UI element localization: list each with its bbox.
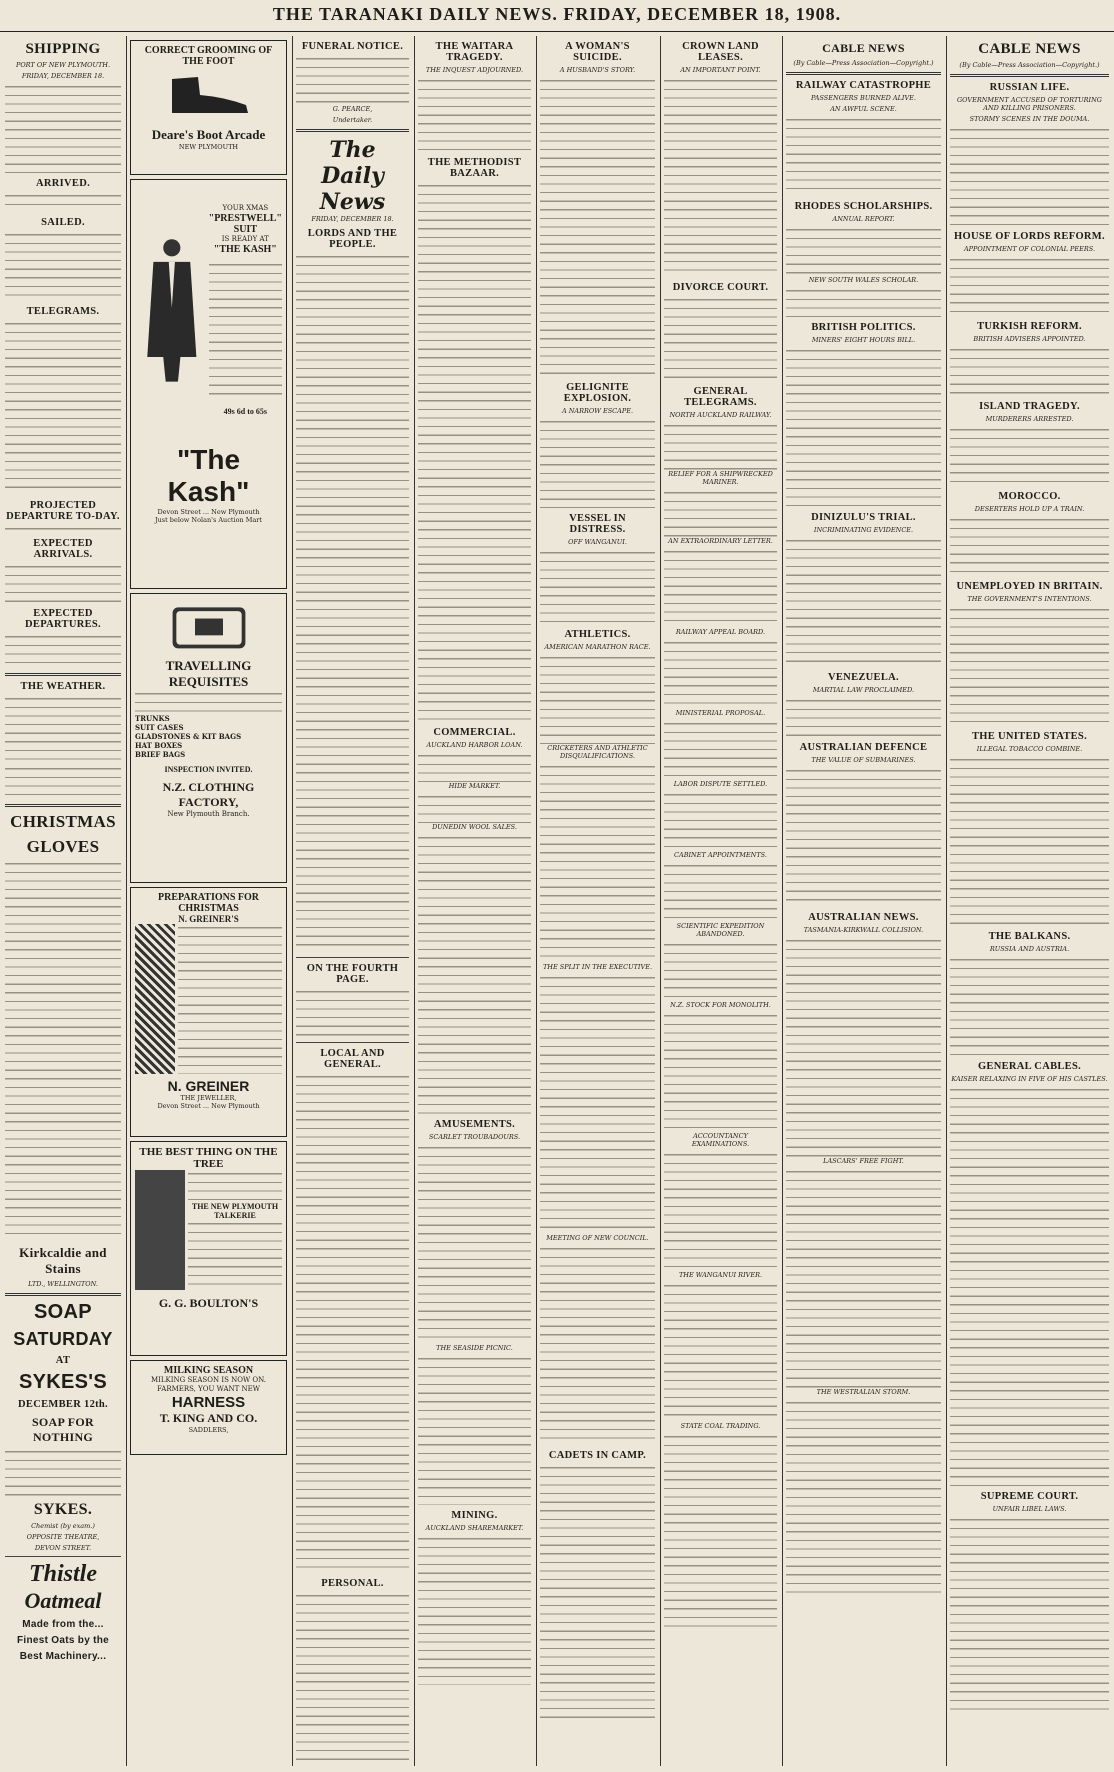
greiner-heading: N. GREINER'S <box>178 914 239 924</box>
inquest-subheading: THE INQUEST ADJOURNED. <box>425 66 524 74</box>
greiner-ad <box>130 887 287 1137</box>
evidence-subheading: INCRIMINATING EVIDENCE. <box>813 526 914 534</box>
christmas-gift-illustration <box>135 1170 185 1290</box>
trunks-item: TRUNKS <box>135 714 170 723</box>
cable-news-heading-a: CABLE NEWS <box>822 41 905 55</box>
russian-heading: RUSSIAN LIFE. <box>989 82 1070 93</box>
balkans-heading: THE BALKANS. <box>988 931 1071 942</box>
tasmania-subheading: TASMANIA-KIRKWALL COLLISION. <box>803 926 924 934</box>
aus-defence-heading: AUSTRALIAN DEFENCE <box>799 742 928 753</box>
port-heading: PORT OF NEW PLYMOUTH. <box>15 61 111 69</box>
jewellery-illustration <box>135 924 175 1074</box>
kash-prices: 49s 6d to 65s <box>223 407 267 416</box>
harness-ad <box>130 1360 287 1455</box>
coal-subheading: STATE COAL TRADING. <box>680 1422 761 1430</box>
douma-subheading: STORMY SCENES IN THE DOUMA. <box>969 115 1090 123</box>
thistle-line2: Finest Oats by the <box>16 1635 110 1646</box>
railway-catastrophe-heading: RAILWAY CATASTROPHE <box>795 80 932 91</box>
murderers-subheading: MURDERERS ARRESTED. <box>985 415 1074 423</box>
picnic-heading: THE SEASIDE PICNIC. <box>436 1344 513 1352</box>
ready-label: IS READY AT <box>221 235 269 243</box>
kaiser-subheading: KAISER RELAXING IN FIVE OF HIS CASTLES. <box>951 1075 1108 1083</box>
sailed-heading: SAILED. <box>41 217 85 228</box>
column-cable-b <box>946 36 1112 1766</box>
advisers-subheading: BRITISH ADVISERS APPOINTED. <box>973 335 1086 343</box>
weather-heading: THE WEATHER. <box>20 681 106 692</box>
travelling-heading: TRAVELLING REQUISITES <box>165 658 252 689</box>
passengers-subheading: PASSENGERS BURNED ALIVE. <box>811 94 916 102</box>
saturday-heading: SATURDAY <box>13 1329 113 1349</box>
cable-source-b: (By Cable—Press Association—Copyright.) <box>959 61 1100 69</box>
kash-banner: "The Kash" <box>167 444 250 507</box>
cable-source-a: (By Cable—Press Association—Copyright.) <box>793 59 934 67</box>
soap-for-nothing: SOAP FOR NOTHING <box>31 1415 95 1444</box>
sykes-date: DECEMBER 12th. <box>18 1399 108 1410</box>
kirkcaldie-name: Kirkcaldie and Stains <box>19 1245 107 1276</box>
greiner-name: N. GREINER <box>167 1078 250 1094</box>
kash-ad <box>130 179 287 589</box>
undertaker-name: G. PEARCE, <box>332 105 373 113</box>
kash-location: Just below Nolan's Auction Mart <box>155 516 262 524</box>
editorial-date: FRIDAY, DECEMBER 18. <box>311 215 394 223</box>
thistle-line3: Best Machinery... <box>19 1651 107 1662</box>
dinizulu-heading: DINIZULU'S TRIAL. <box>811 512 916 523</box>
amusements-heading: AMUSEMENTS. <box>433 1119 516 1130</box>
local-heading: LOCAL AND GENERAL. <box>320 1048 385 1070</box>
sykes-chemist: Chemist (by exam.) <box>31 1522 95 1530</box>
talkerie-name: THE NEW PLYMOUTH TALKERIE <box>191 1202 279 1220</box>
submarines-subheading: THE VALUE OF SUBMARINES. <box>811 756 916 764</box>
nz-factory-name: N.Z. CLOTHING FACTORY, <box>162 780 255 809</box>
accountancy-subheading: ACCOUNTANCY EXAMINATIONS. <box>691 1132 750 1148</box>
suicide-heading: A WOMAN'S SUICIDE. <box>565 41 630 63</box>
column-cable-a <box>782 36 944 1766</box>
rhodes-heading: RHODES SCHOLARSHIPS. <box>794 201 933 212</box>
narrow-escape-subheading: A NARROW ESCAPE. <box>561 407 634 415</box>
date-line: FRIDAY, DECEMBER 18. <box>21 72 105 80</box>
gladstones-item: GLADSTONES & KIT BAGS <box>135 732 242 741</box>
waitara-heading: THE WAITARA TRAGEDY. <box>435 41 514 63</box>
inspection-label: INSPECTION INVITED. <box>164 765 253 774</box>
tobacco-subheading: ILLEGAL TOBACCO COMBINE. <box>976 745 1083 753</box>
kash-label: "THE KASH" <box>213 244 277 255</box>
westralian-subheading: THE WESTRALIAN STORM. <box>816 1388 911 1396</box>
king-name: T. KING AND CO. <box>159 1411 258 1425</box>
council-subheading: MEETING OF NEW COUNCIL. <box>546 1234 649 1242</box>
soap-heading: SOAP <box>34 1301 92 1323</box>
divorce-heading: DIVORCE COURT. <box>672 282 769 293</box>
lascars-subheading: LASCARS' FREE FIGHT. <box>823 1157 904 1165</box>
king-trade: SADDLERS, <box>188 1426 229 1434</box>
column-ads <box>126 36 290 1766</box>
deserters-subheading: DESERTERS HOLD UP A TRAIN. <box>974 505 1085 513</box>
stock-subheading: N.Z. STOCK FOR MONOLITH. <box>670 1001 771 1009</box>
harbor-loan-heading: AUCKLAND HARBOR LOAN. <box>426 741 523 749</box>
cable-news-heading-b: CABLE NEWS <box>978 41 1081 57</box>
british-politics-heading: BRITISH POLITICS. <box>811 322 916 333</box>
wanganui-subheading: OFF WANGANUI. <box>568 538 627 546</box>
undertaker-title: Undertaker. <box>332 116 373 124</box>
milking-heading: MILKING SEASON <box>163 1365 254 1376</box>
column-shipping <box>2 36 124 1766</box>
island-heading: ISLAND TRAGEDY. <box>979 401 1080 412</box>
nz-factory-branch: New Plymouth Branch. <box>167 810 250 818</box>
cricketers-subheading: CRICKETERS AND ATHLETIC DISQUALIFICATIONS. <box>547 744 648 760</box>
daily-news-title: The Daily News <box>319 137 386 215</box>
brief-bags-item: BRIEF BAGS <box>135 750 186 759</box>
sharemarket-heading: AUCKLAND SHAREMARKET. <box>425 1524 524 1532</box>
lords-reform-heading: HOUSE OF LORDS REFORM. <box>954 231 1105 242</box>
supreme-court-heading: SUPREME COURT. <box>980 1491 1079 1502</box>
projected-heading: PROJECTED DEPARTURE TO-DAY. <box>6 500 120 522</box>
govt-accused-subheading: GOVERNMENT ACCUSED OF TORTURING AND KILLING PRISONERS. <box>956 96 1102 112</box>
athletics-heading: ATHLETICS. <box>564 629 631 640</box>
annual-report-subheading: ANNUAL REPORT. <box>832 215 895 223</box>
deare-name: Deare's Boot Arcade <box>151 127 266 142</box>
trunk-icon <box>164 598 254 654</box>
letter-subheading: AN EXTRAORDINARY LETTER. <box>668 537 773 545</box>
methodist-heading: THE METHODIST BAZAAR. <box>427 157 522 179</box>
funeral-heading: FUNERAL NOTICE. <box>301 41 404 52</box>
commercial-heading: COMMERCIAL. <box>433 727 516 738</box>
grooming-heading: CORRECT GROOMING OF THE FOOT <box>144 45 273 67</box>
us-heading: THE UNITED STATES. <box>971 731 1087 742</box>
wanganui-river-subheading: THE WANGANUI RIVER. <box>678 1271 763 1279</box>
crown-heading: CROWN LAND LEASES. <box>682 41 759 63</box>
column-news-a <box>414 36 534 1766</box>
general-cables-heading: GENERAL CABLES. <box>977 1061 1082 1072</box>
cadets-heading: CADETS IN CAMP. <box>548 1450 647 1461</box>
greiner-jeweller: THE JEWELLER, <box>180 1094 237 1102</box>
prestwell-label: "PRESTWELL" <box>208 213 282 224</box>
sykes-opposite: OPPOSITE THEATRE, <box>26 1533 100 1541</box>
talkerie-ad <box>130 1141 287 1356</box>
miners-subheading: MINERS' EIGHT HOURS BILL. <box>811 336 916 344</box>
wool-sales-heading: DUNEDIN WOOL SALES. <box>432 823 517 831</box>
morocco-heading: MOROCCO. <box>998 491 1061 502</box>
deare-ad <box>130 40 287 175</box>
thistle-line1: Made from the... <box>22 1619 104 1630</box>
intentions-subheading: THE GOVERNMENT'S INTENTIONS. <box>967 595 1092 603</box>
column-editorial <box>292 36 412 1766</box>
venezuela-heading: VENEZUELA. <box>828 672 899 683</box>
personal-heading: PERSONAL. <box>321 1578 384 1589</box>
at-label: AT <box>55 1355 71 1366</box>
north-railway-subheading: NORTH AUCKLAND RAILWAY. <box>669 411 772 419</box>
best-thing-heading: THE BEST THING ON THE TREE <box>139 1146 278 1170</box>
expedition-subheading: SCIENTIFIC EXPEDITION ABANDONED. <box>676 922 765 938</box>
expected-heading: EXPECTED ARRIVALS. <box>33 538 93 560</box>
suit-cases-item: SUIT CASES <box>135 723 184 732</box>
deare-town: NEW PLYMOUTH <box>178 143 239 151</box>
ministerial-subheading: MINISTERIAL PROPOSAL. <box>675 709 766 717</box>
expected-departures-heading: EXPECTED DEPARTURES. <box>25 608 101 630</box>
shipping-heading: SHIPPING <box>25 41 101 57</box>
oatmeal-logo: Oatmeal <box>24 1588 102 1613</box>
milking-text: MILKING SEASON IS NOW ON. FARMERS, YOU WANT NEW <box>150 1376 267 1393</box>
sykes-street: DEVON STREET. <box>34 1544 92 1552</box>
troubadours-heading: SCARLET TROUBADOURS. <box>428 1133 521 1141</box>
split-subheading: THE SPLIT IN THE EXECUTIVE. <box>542 963 653 971</box>
peers-subheading: APPOINTMENT OF COLONIAL PEERS. <box>963 245 1096 253</box>
gelignite-heading: GELIGNITE EXPLOSION. <box>563 382 632 404</box>
suit-label: SUIT <box>233 224 257 235</box>
arrived-heading: ARRIVED. <box>35 178 91 189</box>
masthead: THE TARANAKI DAILY NEWS. FRIDAY, DECEMBER 18, 1908. <box>0 4 1114 32</box>
husband-subheading: A HUSBAND'S STORY. <box>559 66 636 74</box>
labour-subheading: LABOR DISPUTE SETTLED. <box>673 780 768 788</box>
column-news-c <box>660 36 780 1766</box>
sykes-heading: SYKES'S <box>19 1371 107 1393</box>
turkish-heading: TURKISH REFORM. <box>977 321 1082 332</box>
sykes-name: SYKES. <box>33 1501 93 1518</box>
relief-subheading: RELIEF FOR A SHIPWRECKED MARINER. <box>668 470 773 486</box>
boot-icon <box>164 73 254 117</box>
awful-subheading: AN AWFUL SCENE. <box>830 105 897 113</box>
cabinet-subheading: CABINET APPOINTMENTS. <box>674 851 767 859</box>
gloves-ad-text <box>5 860 121 1240</box>
boulton-name: G. G. BOULTON'S <box>158 1296 259 1310</box>
lords-heading: LORDS AND THE PEOPLE. <box>307 228 398 250</box>
general-telegrams-heading: GENERAL TELEGRAMS. <box>684 386 757 408</box>
nsw-scholar-subheading: NEW SOUTH WALES SCHOLAR. <box>808 276 919 284</box>
marathon-subheading: AMERICAN MARATHON RACE. <box>544 643 651 651</box>
tide-table <box>5 83 121 173</box>
hat-boxes-item: HAT BOXES <box>135 741 183 750</box>
xmas-label: YOUR XMAS <box>222 204 269 212</box>
libel-subheading: UNFAIR LIBEL LAWS. <box>992 1505 1067 1513</box>
gloves-heading: GLOVES <box>26 837 100 856</box>
suit-figure-icon <box>135 186 209 436</box>
aus-news-heading: AUSTRALIAN NEWS. <box>808 912 919 923</box>
greiner-address: Devon Street ... New Plymouth <box>157 1102 260 1110</box>
martial-law-subheading: MARTIAL LAW PROCLAIMED. <box>812 686 915 694</box>
unemployed-heading: UNEMPLOYED IN BRITAIN. <box>956 581 1103 592</box>
fourth-page-heading: ON THE FOURTH PAGE. <box>306 963 399 985</box>
thistle-logo: Thistle <box>28 1561 97 1587</box>
telegrams-heading: TELEGRAMS. <box>26 306 100 317</box>
harness-label: HARNESS <box>171 1394 246 1411</box>
mining-heading: MINING. <box>451 1510 498 1521</box>
hide-market-heading: HIDE MARKET. <box>448 782 501 790</box>
important-subheading: AN IMPORTANT POINT. <box>680 66 761 74</box>
travelling-ad <box>130 593 287 883</box>
russia-austria-subheading: RUSSIA AND AUSTRIA. <box>989 945 1070 953</box>
kash-address: Devon Street ... New Plymouth <box>157 508 260 516</box>
prep-heading: PREPARATIONS FOR CHRISTMAS <box>157 892 260 914</box>
kirkcaldie-city: LTD., WELLINGTON. <box>28 1280 98 1288</box>
appeal-board-subheading: RAILWAY APPEAL BOARD. <box>675 628 766 636</box>
column-news-b <box>536 36 658 1766</box>
vessel-heading: VESSEL IN DISTRESS. <box>569 513 626 535</box>
christmas-heading: CHRISTMAS <box>10 812 116 831</box>
